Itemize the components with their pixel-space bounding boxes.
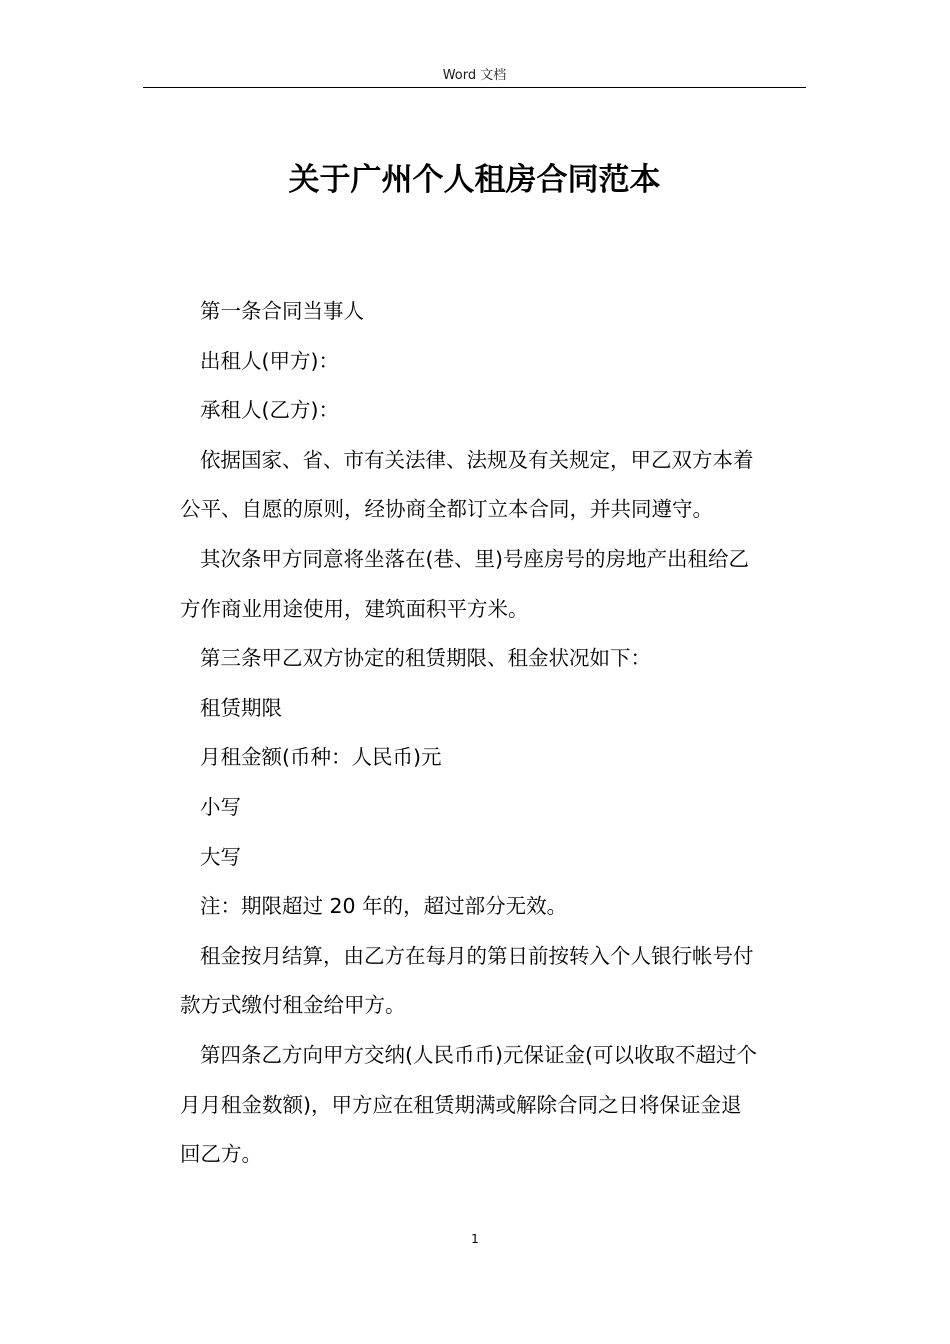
paragraph bbox=[180, 1031, 810, 1180]
paragraph-line: 第一条合同当事人 bbox=[200, 299, 364, 323]
paragraph-line: 公平、自愿的原则，经协商全都订立本合同，并共同遵守。 bbox=[180, 497, 713, 522]
paragraph-line: 月租金额(币种：人民币)元 bbox=[200, 745, 442, 770]
paragraph bbox=[180, 337, 810, 387]
paragraph-line: 第三条甲乙双方协定的租赁期限、租金状况如下： bbox=[200, 646, 651, 671]
paragraph-line: 款方式缴付租金给甲方。 bbox=[180, 993, 406, 1018]
paragraph-line: 租金按月结算，由乙方在每月的第日前按转入个人银行帐号付 bbox=[200, 943, 754, 968]
paragraph-line: 注：期限超过 20 年的，超过部分无效。 bbox=[200, 894, 568, 919]
page-header: Word 文档 bbox=[442, 68, 507, 83]
paragraph bbox=[180, 684, 810, 734]
paragraph-line: 租赁期限 bbox=[200, 695, 282, 720]
paragraph-line: 出租人(甲方)： bbox=[200, 348, 339, 373]
paragraph bbox=[180, 932, 810, 1031]
paragraph bbox=[180, 833, 810, 883]
paragraph bbox=[180, 287, 810, 337]
paragraph-line: 依据国家、省、市有关法律、法规及有关规定，甲乙双方本着 bbox=[200, 447, 754, 472]
paragraph-line: 其次条甲方同意将坐落在(巷、里)号座房号的房地产出租给乙 bbox=[200, 546, 749, 571]
paragraph-line: 方作商业用途使用，建筑面积平方米。 bbox=[180, 596, 529, 621]
paragraph bbox=[180, 386, 810, 436]
document-title: 关于广州个人租房合同范本 bbox=[288, 162, 661, 198]
paragraph-line: 回乙方。 bbox=[180, 1142, 262, 1167]
paragraph bbox=[180, 634, 810, 684]
paragraph bbox=[180, 882, 810, 932]
header-rule bbox=[143, 87, 806, 88]
paragraph-line: 月月租金数额)，甲方应在租赁期满或解除合同之日将保证金退 bbox=[180, 1092, 742, 1117]
paragraph bbox=[180, 535, 810, 634]
paragraph-line: 小写 bbox=[200, 794, 241, 819]
paragraph bbox=[180, 436, 810, 535]
paragraph bbox=[180, 733, 810, 783]
document-body bbox=[180, 287, 810, 1180]
page-number: 1 bbox=[471, 1232, 479, 1246]
paragraph-line: 承租人(乙方)： bbox=[200, 398, 339, 423]
paragraph-line: 大写 bbox=[200, 844, 241, 869]
paragraph-line: 第四条乙方向甲方交纳(人民币币)元保证金(可以收取不超过个 bbox=[200, 1042, 757, 1067]
paragraph bbox=[180, 783, 810, 833]
